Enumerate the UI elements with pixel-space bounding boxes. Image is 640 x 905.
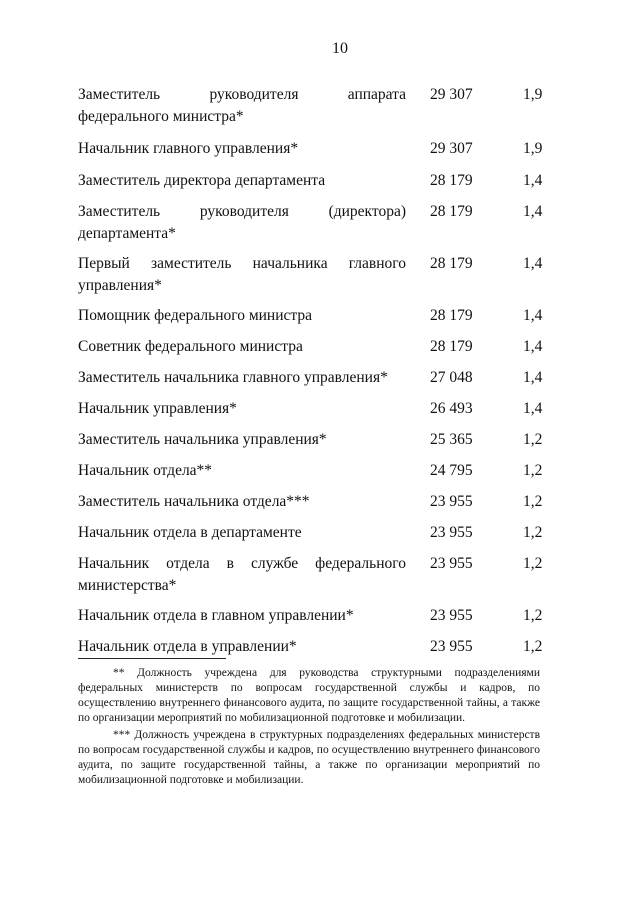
- table-row: [78, 460, 558, 482]
- position-title: Начальник отдела**: [78, 462, 213, 479]
- position-title: Начальник управления*: [78, 400, 237, 417]
- salary-coefficient: 1,2: [523, 462, 543, 479]
- position-title: Начальник отдела в департаменте: [78, 524, 302, 541]
- salary-amount: 23 955: [430, 555, 473, 572]
- position-title: Начальник отдела в главном управлении*: [78, 607, 354, 624]
- position-title: Начальник отдела в управлении*: [78, 638, 297, 655]
- salary-coefficient: 1,4: [523, 307, 543, 324]
- table-row: [78, 201, 558, 242]
- table-row: [78, 305, 558, 327]
- position-title: Начальник отдела в службе федерального министерства*: [78, 555, 406, 594]
- salary-coefficient: 1,2: [523, 431, 543, 448]
- salary-coefficient: 1,4: [523, 369, 543, 386]
- position-table: [78, 84, 558, 658]
- salary-coefficient: 1,2: [523, 493, 543, 510]
- position-title: Заместитель руководителя аппарата федерального министра*: [78, 86, 406, 125]
- table-row: [78, 491, 558, 513]
- salary-coefficient: 1,2: [523, 555, 543, 572]
- salary-amount: 28 179: [430, 307, 473, 324]
- salary-amount: 29 307: [430, 140, 473, 157]
- position-title: Заместитель начальника управления*: [78, 431, 327, 448]
- salary-coefficient: 1,4: [523, 172, 543, 189]
- table-row: [78, 367, 558, 389]
- footnote-triple-asterisk: *** Должность учреждена в структурных подразделениях федеральных министерств по вопросам государственной службы и кадров, по осуществлению внутреннего финансового аудита, по защите государственной тайны, а также по организации мероприятий по мобилизационной подготовке и мобилизации.: [78, 729, 540, 786]
- position-title: Начальник главного управления*: [78, 140, 299, 157]
- position-title: Заместитель директора департамента: [78, 172, 326, 189]
- salary-coefficient: 1,9: [523, 86, 543, 103]
- table-row: [78, 522, 558, 544]
- table-row: [78, 170, 558, 192]
- salary-amount: 29 307: [430, 86, 473, 103]
- salary-coefficient: 1,2: [523, 638, 543, 655]
- position-title: Заместитель начальника главного управления*: [78, 369, 388, 386]
- salary-amount: 23 955: [430, 524, 473, 541]
- table-row: [78, 138, 558, 160]
- footnotes: [78, 666, 540, 790]
- salary-amount: 28 179: [430, 338, 473, 355]
- salary-amount: 26 493: [430, 400, 473, 417]
- salary-amount: 27 048: [430, 369, 473, 386]
- position-title: Помощник федерального министра: [78, 307, 312, 324]
- position-title: Заместитель руководителя (директора) департамента*: [78, 203, 406, 242]
- salary-coefficient: 1,4: [523, 255, 543, 272]
- salary-coefficient: 1,4: [523, 338, 543, 355]
- table-row: [78, 398, 558, 420]
- table-row: [78, 84, 558, 125]
- page-number: 10: [332, 40, 348, 57]
- table-row: [78, 553, 558, 594]
- salary-amount: 28 179: [430, 203, 473, 220]
- salary-coefficient: 1,4: [523, 400, 543, 417]
- footnote-double-asterisk: ** Должность учреждена для руководства структурными подразделениями федеральных министерств по вопросам государственной службы и кадров, по осуществлению внутреннего финансового аудита, по защите государственной тайны, а также по организации мероприятий по мобилизационной подготовке и мобилизации.: [78, 667, 540, 724]
- salary-amount: 25 365: [430, 431, 473, 448]
- salary-coefficient: 1,2: [523, 607, 543, 624]
- footnote-separator: [78, 658, 226, 659]
- table-row: [78, 253, 558, 294]
- table-row: [78, 429, 558, 451]
- salary-coefficient: 1,2: [523, 524, 543, 541]
- position-title: Советник федерального министра: [78, 338, 303, 355]
- position-title: Заместитель начальника отдела***: [78, 493, 310, 510]
- salary-coefficient: 1,9: [523, 140, 543, 157]
- salary-coefficient: 1,4: [523, 203, 543, 220]
- salary-amount: 23 955: [430, 607, 473, 624]
- salary-amount: 28 179: [430, 255, 473, 272]
- salary-amount: 24 795: [430, 462, 473, 479]
- table-row: [78, 336, 558, 358]
- salary-amount: 28 179: [430, 172, 473, 189]
- position-title: Первый заместитель начальника главного управления*: [78, 255, 406, 294]
- table-row: [78, 605, 558, 627]
- salary-amount: 23 955: [430, 638, 473, 655]
- table-row: [78, 636, 558, 658]
- salary-amount: 23 955: [430, 493, 473, 510]
